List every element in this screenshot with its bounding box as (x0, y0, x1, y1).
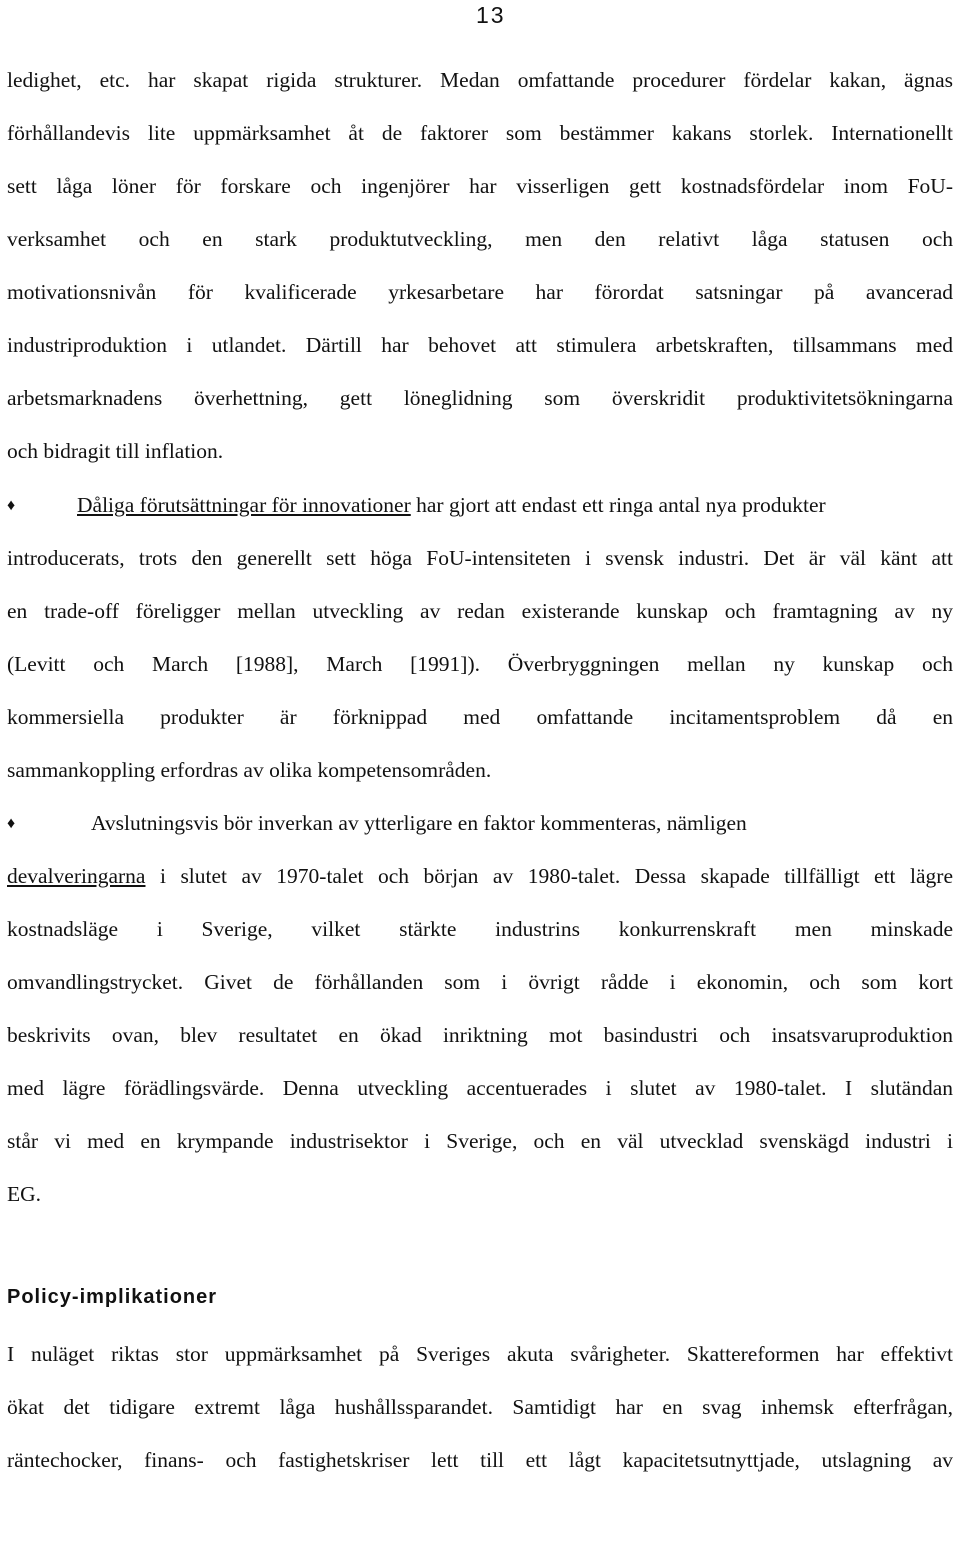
paragraph-line: I nuläget riktas stor uppmärksamhet på Sveriges akuta svårigheter. Skattereformen har effektivt (7, 1342, 953, 1366)
underlined-term: devalveringarna (7, 864, 146, 888)
paragraph-line: med lägre förädlingsvärde. Denna utveckling accentuerades i slutet av 1980-talet. I slutändan (7, 1076, 953, 1100)
bullet-item-devaluation (7, 810, 953, 836)
section-heading: Policy-implikationer (7, 1286, 218, 1308)
paragraph-line (7, 863, 953, 889)
bullet-title: Dåliga förutsättningar för innovationer (77, 493, 411, 517)
paragraph-line: kommersiella produkter är förknippad med omfattande incitamentsproblem då en (7, 705, 953, 729)
paragraph-line: räntechocker, finans- och fastighetskriser lett till ett lågt kapacitetsutnyttjade, utslagning av (7, 1448, 953, 1472)
bullet-item-innovation (7, 492, 953, 518)
bullet-text: Avslutningsvis bör inverkan av ytterligare en faktor kommenteras, nämligen (91, 811, 747, 835)
paragraph-line: beskrivits ovan, blev resultatet en ökad inriktning mot basindustri och insatsvaruproduktion (7, 1023, 953, 1047)
paragraph-line: introducerats, trots den generellt sett höga FoU-intensiteten i svensk industri. Det är väl känt att (7, 546, 953, 570)
paragraph-line: kostnadsläge i Sverige, vilket stärkte industrins konkurrenskraft men minskade (7, 917, 953, 941)
paragraph-line: och bidragit till inflation. (7, 439, 224, 463)
diamond-bullet-icon: ♦ (7, 497, 16, 514)
page-number: 13 (476, 2, 506, 28)
paragraph-line: sammankoppling erfordras av olika kompetensområden. (7, 758, 492, 782)
diamond-bullet-icon: ♦ (7, 815, 16, 832)
bullet-text: i slutet av 1970-talet och början av 1980-talet. Dessa skapade tillfälligt ett lägre (145, 864, 953, 888)
paragraph-line: en trade-off föreligger mellan utveckling av redan existerande kunskap och framtagning av ny (7, 599, 953, 623)
paragraph-line: ökat det tidigare extremt låga hushållssparandet. Samtidigt har en svag inhemsk efterfrågan, (7, 1395, 953, 1419)
paragraph-line: verksamhet och en stark produktutveckling, men den relativt låga statusen och (7, 227, 953, 251)
paragraph-line: sett låga löner för forskare och ingenjörer har visserligen gett kostnadsfördelar inom FoU- (7, 174, 953, 198)
paragraph-line: (Levitt och March [1988], March [1991]). Överbryggningen mellan ny kunskap och (7, 652, 953, 676)
paragraph-line: ledighet, etc. har skapat rigida strukturer. Medan omfattande procedurer fördelar kakan, ägnas (7, 68, 953, 92)
paragraph-line: omvandlingstrycket. Givet de förhållanden som i övrigt rådde i ekonomin, och som kort (7, 970, 953, 994)
paragraph-line: industriproduktion i utlandet. Därtill har behovet att stimulera arbetskraften, tillsammans med (7, 333, 953, 357)
paragraph-line: står vi med en krympande industrisektor i Sverige, och en väl utvecklad svenskägd industri i (7, 1129, 953, 1153)
paragraph-line: förhållandevis lite uppmärksamhet åt de faktorer som bestämmer kakans storlek. Internationellt (7, 121, 953, 145)
paragraph-line: motivationsnivån för kvalificerade yrkesarbetare har förordat satsningar på avancerad (7, 280, 953, 304)
bullet-text: har gjort att endast ett ringa antal nya produkter (410, 493, 826, 517)
paragraph-line: EG. (7, 1182, 42, 1206)
paragraph-line: arbetsmarknadens överhettning, gett löneglidning som överskridit produktivitetsökningarna (7, 386, 953, 410)
